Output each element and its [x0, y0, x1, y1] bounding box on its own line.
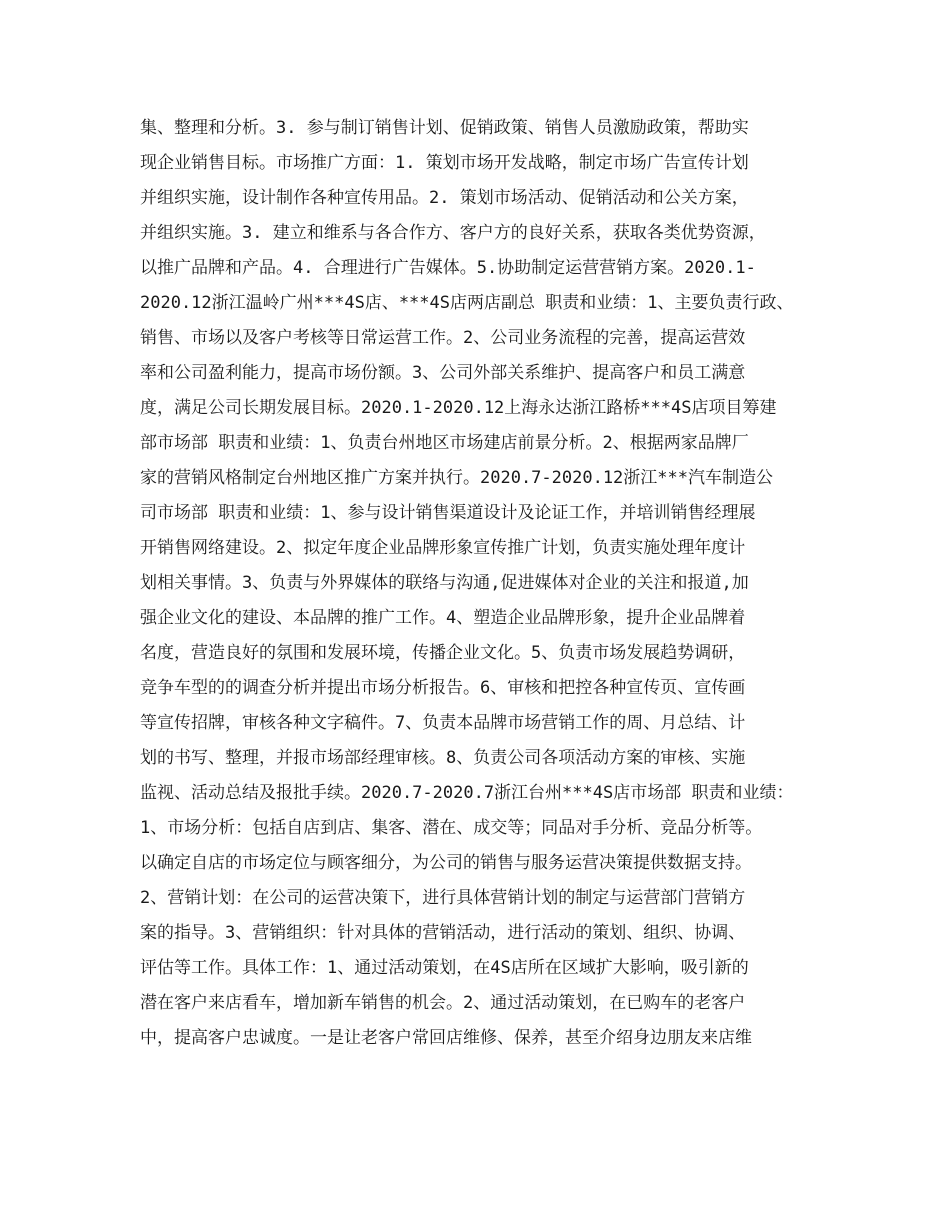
text-line: 销售、市场以及客户考核等日常运营工作。2、公司业务流程的完善，提高运营效 — [140, 328, 746, 348]
text-line: 中，提高客户忠诚度。一是让老客户常回店维修、保养，甚至介绍身边朋友来店维 — [140, 1028, 752, 1048]
text-line: 竞争车型的的调查分析并提出市场分析报告。6、审核和把控各种宣传页、宣传画 — [140, 678, 746, 698]
text-line: 2020.12浙江温岭广州***4S店、***4S店两店副总 职责和业绩：1、主要负责行政、 — [140, 293, 794, 313]
text-line: 以推广品牌和产品。4. 合理进行广告媒体。5.协助制定运营营销方案。2020.1- — [140, 258, 756, 278]
text-line: 强企业文化的建设、本品牌的推广工作。4、塑造企业品牌形象，提升企业品牌着 — [140, 608, 746, 628]
text-line: 并组织实施。3. 建立和维系与各合作方、客户方的良好关系，获取各类优势资源， — [140, 223, 766, 243]
text-line: 现企业销售目标。市场推广方面：1. 策划市场开发战略，制定市场广告宣传计划 — [140, 153, 749, 173]
text-line: 部市场部 职责和业绩：1、负责台州地区市场建店前景分析。2、根据两家品牌厂 — [140, 433, 749, 453]
text-line: 开销售网络建设。2、拟定年度企业品牌形象宣传推广计划，负责实施处理年度计 — [140, 538, 746, 558]
text-line: 1、市场分析：包括自店到店、集客、潜在、成交等；同品对手分析、竞品分析等。 — [140, 818, 763, 838]
text-line: 度，满足公司长期发展目标。2020.1-2020.12上海永达浙江路桥***4S店项目筹建 — [140, 398, 777, 418]
text-line: 划的书写、整理，并报市场部经理审核。8、负责公司各项活动方案的审核、实施 — [140, 748, 746, 768]
text-line: 等宣传招牌，审核各种文字稿件。7、负责本品牌市场营销工作的周、月总结、计 — [140, 713, 746, 733]
text-line: 2、营销计划：在公司的运营决策下，进行具体营销计划的制定与运营部门营销方 — [140, 888, 746, 908]
text-line: 率和公司盈利能力，提高市场份额。3、公司外部关系维护、提高客户和员工满意 — [140, 363, 746, 383]
text-line: 以确定自店的市场定位与顾客细分，为公司的销售与服务运营决策提供数据支持。 — [140, 853, 752, 873]
text-line: 潜在客户来店看车，增加新车销售的机会。2、通过活动策划，在已购车的老客户 — [140, 993, 746, 1013]
text-line: 司市场部 职责和业绩：1、参与设计销售渠道设计及论证工作，并培训销售经理展 — [140, 503, 756, 523]
text-line: 评估等工作。具体工作：1、通过活动策划，在4S店所在区域扩大影响，吸引新的 — [140, 958, 749, 978]
text-line: 案的指导。3、营销组织：针对具体的营销活动，进行活动的策划、组织、协调、 — [140, 923, 746, 943]
text-line: 监视、活动总结及报批手续。2020.7-2020.7浙江台州***4S店市场部 职责和业绩： — [140, 783, 794, 803]
text-line: 家的营销风格制定台州地区推广方案并执行。2020.7-2020.12浙江***汽车制造公 — [140, 468, 773, 488]
text-line: 集、整理和分析。3. 参与制订销售计划、促销政策、销售人员激励政策，帮助实 — [140, 118, 749, 138]
text-line: 划相关事情。3、负责与外界媒体的联络与沟通,促进媒体对企业的关注和报道,加 — [140, 573, 749, 593]
body-text — [140, 111, 830, 1056]
text-line: 名度，营造良好的氛围和发展环境，传播企业文化。5、负责市场发展趋势调研， — [140, 643, 746, 663]
text-line: 并组织实施，设计制作各种宣传用品。2. 策划市场活动、促销活动和公关方案， — [140, 188, 749, 208]
